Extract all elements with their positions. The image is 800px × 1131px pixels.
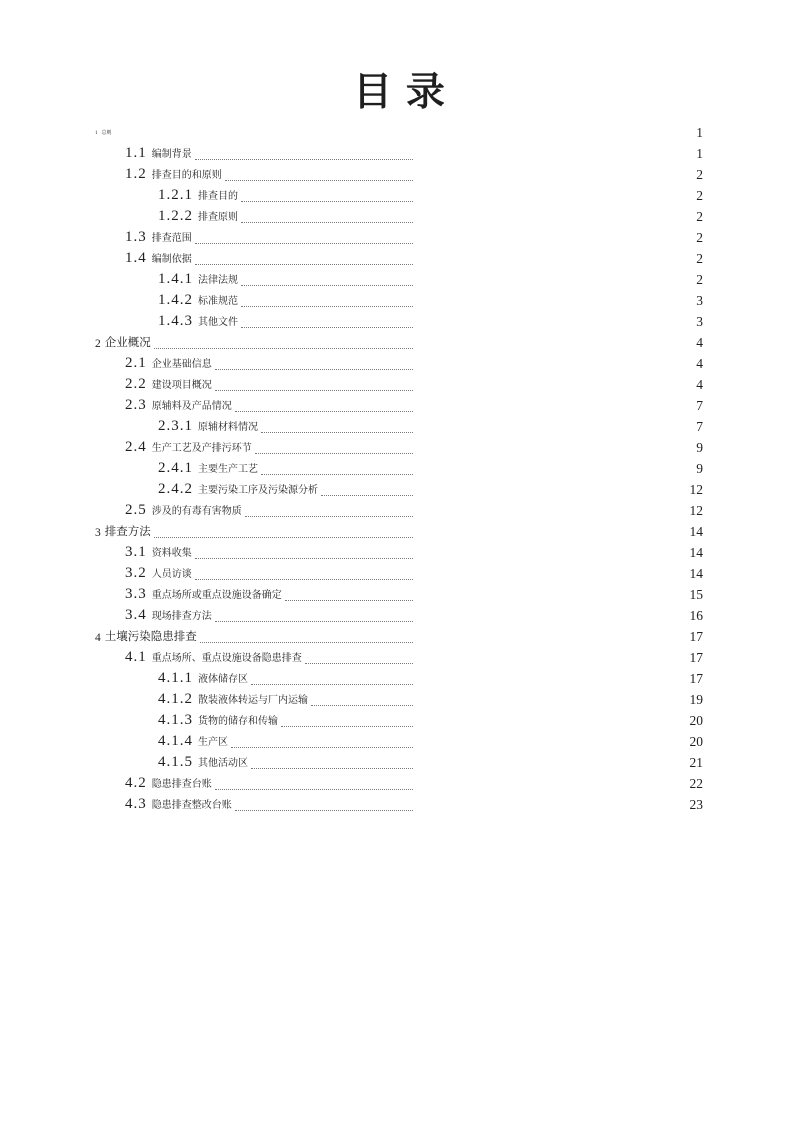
toc-entry-number: 3: [95, 526, 101, 539]
toc-entry-label: 编制背景: [151, 149, 192, 160]
toc-entry: [0, 709, 800, 730]
toc-entry-label: 重点场所、重点设施设备隐患排查: [151, 653, 302, 664]
toc-entry-label: 货物的储存和传输: [198, 716, 278, 727]
toc-entry-text: [125, 356, 413, 371]
page-number: 1: [696, 145, 703, 161]
toc-entry-label: 排查方法: [104, 526, 151, 539]
toc-entry-number: 2.3.1: [158, 418, 193, 434]
toc-entry: [0, 625, 800, 646]
leader-dots: [195, 579, 413, 580]
toc-entry-text: [158, 713, 413, 728]
leader-dots: [251, 768, 413, 769]
toc-entry: [0, 730, 800, 751]
leader-dots: [215, 789, 413, 790]
toc-entry-number: 2: [95, 337, 101, 350]
toc-entry-number: 4.1.4: [158, 733, 193, 749]
toc-entry-label: 生产工艺及产排污环节: [151, 443, 252, 454]
toc-entry-number: 3.2: [125, 565, 147, 581]
toc-entry-label: 人员访谈: [151, 569, 192, 580]
toc-entry-text: [125, 146, 413, 161]
toc-entry-label: 总则: [101, 130, 112, 136]
toc-entry: [0, 142, 800, 163]
toc-entry-number: 3.1: [125, 544, 147, 560]
toc-entry-text: [158, 671, 413, 686]
leader-dots: [225, 180, 413, 181]
toc-entry-label: 企业概况: [104, 337, 151, 350]
toc-entry-text: [125, 650, 413, 665]
page-number: 3: [696, 292, 703, 308]
page-number: 17: [689, 649, 703, 665]
toc-entry-label: 主要生产工艺: [198, 464, 258, 475]
leader-dots: [195, 558, 413, 559]
leader-dots: [154, 348, 413, 349]
page-number: 2: [696, 271, 703, 287]
page-number: 14: [689, 523, 703, 539]
toc-entry-number: 4.1.3: [158, 712, 193, 728]
toc-entry-label: 隐患排查台账: [151, 779, 212, 790]
toc-entry: [0, 394, 800, 415]
page-number: 14: [689, 544, 703, 560]
toc-entry-number: 1.2.1: [158, 187, 193, 203]
leader-dots: [241, 306, 413, 307]
toc-entry-number: 1: [95, 131, 98, 136]
page-number: 17: [689, 670, 703, 686]
toc-entry-label: 排查原则: [198, 212, 238, 223]
page-number: 14: [689, 565, 703, 581]
toc-entry-number: 1.2: [125, 166, 147, 182]
page-number: 4: [696, 334, 703, 350]
page-number: 12: [689, 481, 703, 497]
page-number: 20: [689, 733, 703, 749]
toc-entry-text: [125, 776, 413, 791]
toc-entry: [0, 541, 800, 562]
toc-entry-label: 原辅材料情况: [198, 422, 258, 433]
toc-entry: [0, 436, 800, 457]
toc-entry: [0, 184, 800, 205]
toc-entry-text: [125, 377, 413, 392]
page-number: 9: [696, 439, 703, 455]
leader-dots: [235, 411, 413, 412]
toc-entry-text: [125, 566, 413, 581]
page-number: 4: [696, 355, 703, 371]
toc-entry-number: 4.3: [125, 796, 147, 812]
toc-entry: [0, 478, 800, 499]
page-number: 3: [696, 313, 703, 329]
toc-entry-text: [158, 314, 413, 329]
toc-entry: [0, 205, 800, 226]
page-number: 23: [689, 796, 703, 812]
toc-entry-text: [158, 293, 413, 308]
toc-entry-text: [95, 337, 413, 350]
leader-dots: [195, 264, 413, 265]
toc-entry-text: [125, 440, 413, 455]
toc-entry: [0, 646, 800, 667]
toc-entry-label: 重点场所或重点设施设备确定: [151, 590, 282, 601]
toc-entry: [0, 604, 800, 625]
toc-entry: [0, 121, 800, 142]
toc-entry-number: 4.2: [125, 775, 147, 791]
toc-entry-number: 3.4: [125, 607, 147, 623]
toc-entry-number: 1.4: [125, 250, 147, 266]
leader-dots: [154, 537, 413, 538]
page-number: 15: [689, 586, 703, 602]
leader-dots: [305, 663, 413, 664]
leader-dots: [235, 810, 413, 811]
page-number: 2: [696, 250, 703, 266]
toc-entry-number: 1.2.2: [158, 208, 193, 224]
toc-entry: [0, 793, 800, 814]
page-number: 22: [689, 775, 703, 791]
toc-entry-label: 标准规范: [198, 296, 238, 307]
page-number: 2: [696, 187, 703, 203]
toc-entry-text: [125, 167, 413, 182]
page-number: 7: [696, 397, 703, 413]
leader-dots: [255, 453, 413, 454]
leader-dots: [311, 705, 413, 706]
leader-dots: [241, 201, 413, 202]
toc-entry-text: [158, 461, 413, 476]
toc-entry: [0, 415, 800, 436]
page-number: 2: [696, 208, 703, 224]
leader-dots: [251, 684, 413, 685]
leader-dots: [195, 243, 413, 244]
toc-entry-label: 涉及的有毒有害物质: [151, 506, 242, 517]
leader-dots: [195, 159, 413, 160]
leader-dots: [241, 222, 413, 223]
toc-entry-number: 4.1.2: [158, 691, 193, 707]
toc-entry-number: 1.1: [125, 145, 147, 161]
toc-entry: [0, 226, 800, 247]
page-title: 目 录: [353, 71, 447, 114]
toc-entry: [0, 520, 800, 541]
toc-entry-label: 现场排查方法: [151, 611, 212, 622]
toc-entry: [0, 373, 800, 394]
toc-entry-number: 4.1.5: [158, 754, 193, 770]
toc-entry: [0, 751, 800, 772]
leader-dots: [281, 726, 413, 727]
leader-dots: [215, 390, 413, 391]
leader-dots: [241, 327, 413, 328]
toc-entry: [0, 310, 800, 331]
toc-entry: [0, 289, 800, 310]
toc-entry-number: 2.3: [125, 397, 147, 413]
toc-entry: [0, 688, 800, 709]
toc-entry: [0, 247, 800, 268]
leader-dots: [215, 369, 413, 370]
toc-entry-text: [158, 419, 413, 434]
leader-dots: [241, 285, 413, 286]
toc-entry-number: 4: [95, 631, 101, 644]
toc-entry-number: 1.4.2: [158, 292, 193, 308]
toc-entry-text: [125, 587, 413, 602]
page-number: 17: [689, 628, 703, 644]
leader-dots: [285, 600, 413, 601]
page-number: 7: [696, 418, 703, 434]
toc-entry-number: 2.4: [125, 439, 147, 455]
toc-entry: [0, 457, 800, 478]
toc-entry-number: 2.4.1: [158, 460, 193, 476]
toc-entry-label: 排查目的和原则: [151, 170, 222, 181]
toc-entry-label: 企业基础信息: [151, 359, 212, 370]
toc-entry-text: [158, 209, 413, 224]
page-number: 19: [689, 691, 703, 707]
toc-entry-label: 隐患排查整改台账: [151, 800, 232, 811]
toc-entry: [0, 352, 800, 373]
toc-entry-number: 2.5: [125, 502, 147, 518]
toc-entry-text: [158, 734, 413, 749]
toc-entry-number: 2.1: [125, 355, 147, 371]
toc-entry: [0, 331, 800, 352]
toc-entry-text: [125, 230, 413, 245]
page-number: 16: [689, 607, 703, 623]
toc-entry: [0, 772, 800, 793]
leader-dots: [321, 495, 413, 496]
toc-entry-number: 2.4.2: [158, 481, 193, 497]
toc-entry-label: 散装液体转运与厂内运输: [198, 695, 308, 706]
page-number: 21: [689, 754, 703, 770]
leader-dots: [261, 432, 413, 433]
page-number: 12: [689, 502, 703, 518]
page-number: 2: [696, 166, 703, 182]
toc-entry-label: 资料收集: [151, 548, 192, 559]
toc-entry-label: 其他文件: [198, 317, 238, 328]
toc-entry-label: 排查范围: [151, 233, 192, 244]
page-number: 1: [696, 124, 703, 140]
toc-entry-label: 液体储存区: [198, 674, 248, 685]
leader-dots: [200, 642, 413, 643]
toc-entry-label: 建设项目概况: [151, 380, 212, 391]
toc-entry-text: [125, 797, 413, 812]
toc-entry-label: 编制依据: [151, 254, 192, 265]
toc-list: [0, 121, 800, 814]
toc-entry-label: 原辅料及产品情况: [151, 401, 232, 412]
toc-entry-text: [125, 398, 413, 413]
toc-entry-text: [95, 631, 413, 644]
toc-entry-label: 生产区: [198, 737, 228, 748]
page-number: 9: [696, 460, 703, 476]
leader-dots: [231, 747, 413, 748]
toc-entry-number: 1.4.1: [158, 271, 193, 287]
toc-entry-number: 2.2: [125, 376, 147, 392]
toc-entry-text: [95, 131, 413, 137]
toc-entry-text: [95, 526, 413, 539]
toc-entry-number: 3.3: [125, 586, 147, 602]
toc-entry-text: [158, 692, 413, 707]
toc-entry: [0, 583, 800, 604]
leader-dots: [245, 516, 413, 517]
toc-entry-text: [158, 272, 413, 287]
toc-entry-number: 4.1: [125, 649, 147, 665]
leader-dots: [215, 621, 413, 622]
toc-entry-label: 其他活动区: [198, 758, 248, 769]
toc-entry-label: 排查目的: [198, 191, 238, 202]
toc-entry: [0, 163, 800, 184]
toc-entry-text: [158, 188, 413, 203]
toc-entry-number: 4.1.1: [158, 670, 193, 686]
toc-entry-text: [125, 503, 413, 518]
toc-entry-label: 土壤污染隐患排查: [104, 631, 197, 644]
toc-entry-label: 法律法规: [198, 275, 238, 286]
leader-dots: [261, 474, 413, 475]
toc-entry-number: 1.4.3: [158, 313, 193, 329]
page-number: 4: [696, 376, 703, 392]
toc-entry-text: [125, 251, 413, 266]
toc-entry-text: [158, 482, 413, 497]
toc-entry-text: [158, 755, 413, 770]
toc-entry-label: 主要污染工序及污染源分析: [198, 485, 318, 496]
toc-entry-number: 1.3: [125, 229, 147, 245]
toc-entry: [0, 499, 800, 520]
toc-entry: [0, 562, 800, 583]
toc-entry-text: [125, 545, 413, 560]
toc-entry-text: [125, 608, 413, 623]
page-number: 2: [696, 229, 703, 245]
toc-entry: [0, 268, 800, 289]
page-number: 20: [689, 712, 703, 728]
toc-entry: [0, 667, 800, 688]
